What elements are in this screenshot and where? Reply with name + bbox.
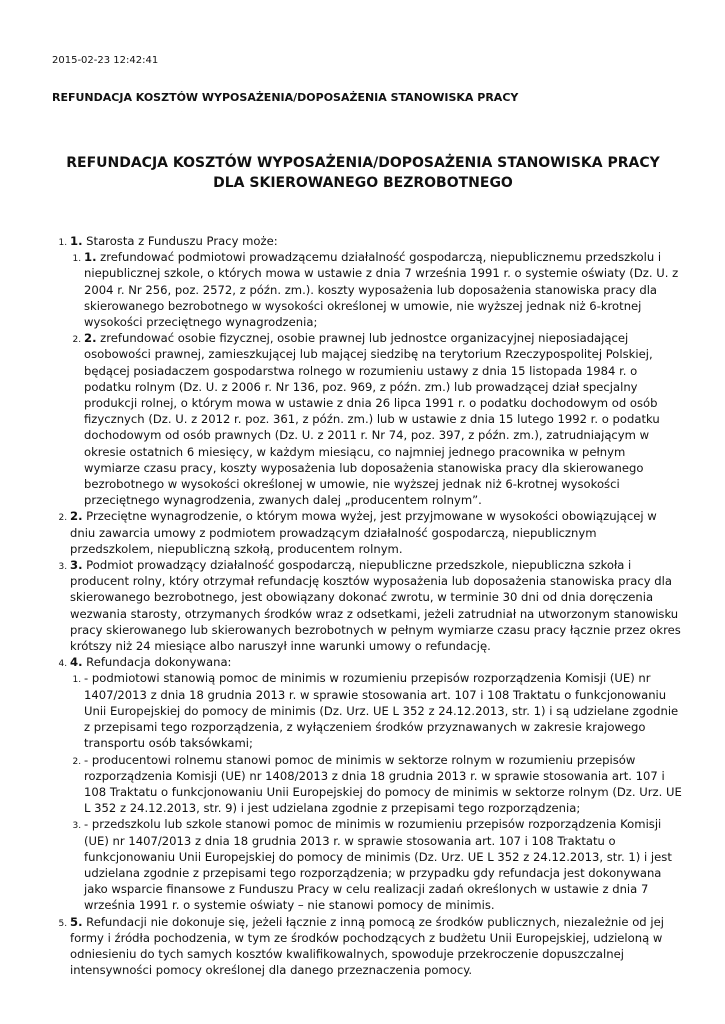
subsection-text: - podmiotowi stanowią pomoc de minimis w rozumieniu przepisów rozporządzenia Komisji (UE) nr 1407/2013 z dnia 18 grudnia 2013 r. w sprawie stosowania art. 107 i 108 Traktatu o funkcjonowaniu Unii Europejskiej do pomocy de minimis (Dz. Urz. UE L 352 z 24.12.2013, str. 1) i są udzielane zgodnie z przepisami tego rozporządzenia, z wyłączeniem środków przyznawanych w zakresie krajowego transportu osób taksówkami; [84,671,679,751]
subsection-number: 2. [84,331,97,346]
document-body [43,233,683,978]
section-text: Refundacji nie dokonuje się, jeżeli łącznie z inną pomocą ze środków publicznych, niezależnie od jej formy i źródła pochodzenia, w tym ze środków pochodzących z budżetu Unii Europejskiej, udzieloną w odniesieniu do tych samych kosztów kwalifikowalnych, spowoduje przekroczenie dopuszczalnej intensywności pomocy określonej dla danego przeznaczenia pomocy. [70,914,664,978]
section-item [70,557,683,654]
subsection-text: - przedszkolu lub szkole stanowi pomoc de minimis w rozumieniu przepisów rozporządzenia Komisji (UE) nr 1407/2013 z dnia 18 grudnia 2013 r. w sprawie stosowania art. 107 i 108 Traktatu o funkcjonowaniu Unii Europejskiej do pomocy de minimis (Dz. Urz. UE L 352 z 24.12.2013, str. 1) i jest udzielana zgodnie z przepisami tego rozporządzenia; w przypadku gdy refundacja jest dokonywana jako wsparcie finansowe z Funduszu Pracy w celu realizacji zadań określonych w ustawie z dnia 7 września 1991 r. o systemie oświaty – nie stanowi pomocy de minimis. [84,817,672,913]
subsection-text: - producentowi rolnemu stanowi pomoc de minimis w sektorze rolnym w rozumieniu przepisów rozporządzenia Komisji (UE) nr 1408/2013 z dnia 18 grudnia 2013 r. w sprawie stosowania art. 107 i 108 Traktatu o funkcjonowaniu Unii Europejskiej do pomocy de minimis w sektorze rolnym (Dz. Urz. UE L 352 z 24.12.2013, str. 9) i jest udzielana zgodnie z przepisami tego rozporządzenia; [84,752,682,816]
subsection-item [84,249,683,330]
section-item [70,914,683,979]
print-timestamp: 2015-02-23 12:42:41 [52,55,159,66]
section-item [70,654,683,913]
section-list [43,233,683,978]
subsection-list [70,670,683,913]
section-number: 3. [70,558,83,573]
section-item [70,508,683,557]
section-number: 1. [70,234,83,248]
header-title: REFUNDACJA KOSZTÓW WYPOSAŻENIA/DOPOSAŻENIA STANOWISKA PRACY [52,91,519,104]
section-number: 4. [70,655,83,670]
section-number: 2. [70,509,83,524]
subsection-item [84,752,683,817]
section-text: Starosta z Funduszu Pracy może: [86,234,278,248]
section-text: Refundacja dokonywana: [86,655,232,670]
section-text: Podmiot prowadzący działalność gospodarczą, niepubliczne przedszkole, niepubliczna szkoła i producent rolny, który otrzymał refundację kosztów wyposażenia lub doposażenia stanowiska pracy dla skierowanego bezrobotnego, jest obowiązany dokonać zwrotu, w terminie 30 dni od dnia doręczenia wezwania starosty, otrzymanych środków wraz z odsetkami, jeżeli zatrudniał na utworzonym stanowisku pracy skierowanego lub skierowanych bezrobotnych w pełnym wymiarze czasu pracy łącznie przez okres krótszy niż 24 miesiące albo naruszył inne warunki umowy o refundację. [70,558,681,654]
section-item [70,233,683,508]
section-text: Przeciętne wynagrodzenie, o którym mowa wyżej, jest przyjmowane w wysokości obowiązującej w dniu zawarcia umowy z podmiotem prowadzącym działalność gospodarczą, niepublicznym przedszkolem, niepubliczną szkołą, producentem rolnym. [70,509,657,556]
subsection-item [84,816,683,913]
subsection-item [84,670,683,751]
section-number: 5. [70,914,83,929]
page-title: REFUNDACJA KOSZTÓW WYPOSAŻENIA/DOPOSAŻENIA STANOWISKA PRACY DLA SKIEROWANEGO BEZROBOTNEGO [66,155,660,191]
subsection-list [70,249,683,508]
subsection-text: zrefundować osobie fizycznej, osobie prawnej lub jednostce organizacyjnej nieposiadającej osobowości prawnej, zamieszkującej lub mającej siedzibę na terytorium Rzeczypospolitej Polskiej, będącej posiadaczem gospodarstwa rolnego w rozumieniu ustawy z dnia 15 listopada 1984 r. o podatku rolnym (Dz. U. z 2006 r. Nr 136, poz. 969, z późn. zm.) lub prowadzącej dział specjalny produkcji rolnej, o którym mowa w ustawie z dnia 26 lipca 1991 r. o podatku dochodowym od osób fizycznych (Dz. U. z 2012 r. poz. 361, z późn. zm.) lub w ustawie z dnia 15 lutego 1992 r. o podatku dochodowym od osób prawnych (Dz. U. z 2011 r. Nr 74, poz. 397, z późn. zm.), zatrudniającym w okresie ostatnich 6 miesięcy, w każdym miesiącu, co najmniej jednego pracownika w pełnym wymiarze czasu pracy, koszty wyposażenia lub doposażenia stanowiska pracy dla skierowanego bezrobotnego w wysokości określonej w umowie, nie wyższej jednak niż 6-krotnej wysokości przeciętnego wynagrodzenia, zwanych dalej „producentem rolnym”. [84,331,660,508]
subsection-item [84,330,683,508]
subsection-text: zrefundować podmiotowi prowadzącemu działalność gospodarczą, niepublicznemu przedszkolu i niepublicznej szkole, o których mowa w ustawie z dnia 7 września 1991 r. o systemie oświaty (Dz. U. z 2004 r. Nr 256, poz. 2572, z późn. zm.). koszty wyposażenia lub doposażenia stanowiska pracy dla skierowanego bezrobotnego w wysokości określonej w umowie, nie wyższej jednak niż 6-krotnej wysokości przeciętnego wynagrodzenia; [84,250,679,330]
subsection-number: 1. [84,250,97,265]
